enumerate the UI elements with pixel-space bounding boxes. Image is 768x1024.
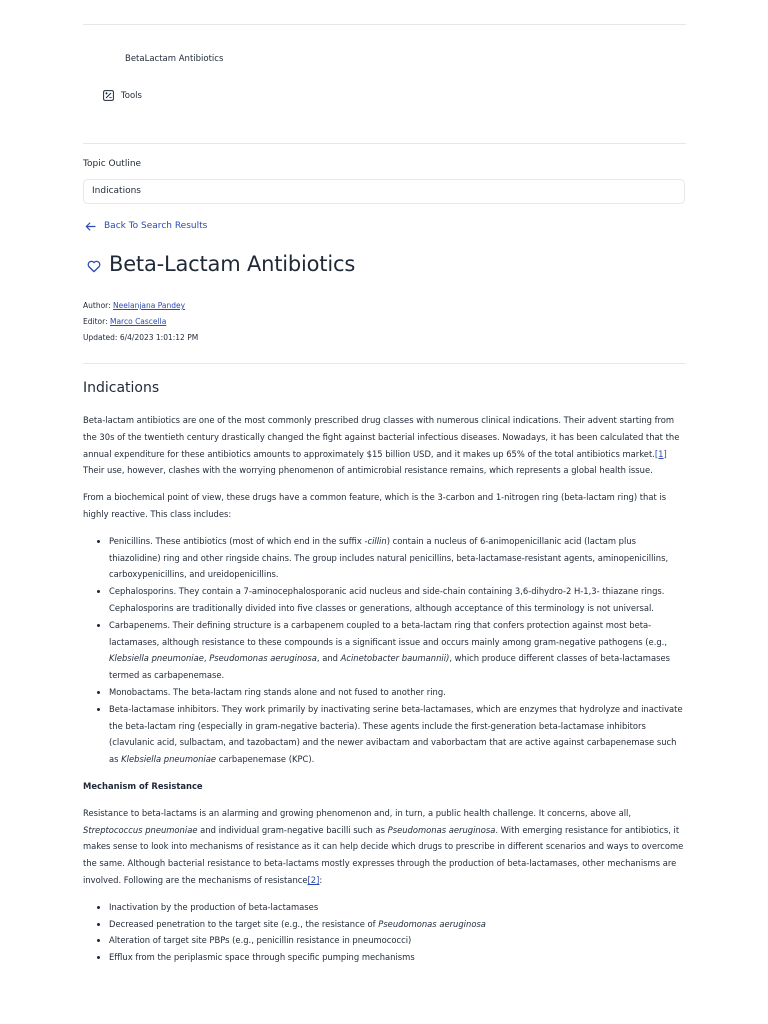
editor-label: Editor: — [83, 317, 108, 326]
class-list — [83, 533, 686, 768]
biochem-paragraph: From a biochemical point of view, these drugs have a common feature, which is the 3-carbon and 1-nitrogen ring (beta-lactam ring) that is highly reactive. This class includes: — [83, 492, 667, 519]
editor-line — [83, 317, 166, 326]
text: . With emerging resistance for antibiotics, it makes sense to look into mechanisms of resistance as it can help decide which drugs to prescribe in different scenarios and ways to overcome the same. Although bacterial resistance to beta-lactams mostly expresses through the production of beta-lactamases, other mechanisms are involved. Following are the mechanisms of resistance — [83, 824, 684, 885]
mechanism-list — [83, 899, 686, 966]
italic-text: Pseudomonas aeruginosa — [209, 653, 317, 664]
list-item-carbapenems — [109, 617, 686, 684]
italic-text: cillin — [367, 535, 387, 546]
mechanism-heading: Mechanism of Resistance — [83, 780, 203, 791]
list-item-mechanism-2 — [109, 916, 686, 933]
author-label: Author: — [83, 301, 111, 310]
updated-date: 6/4/2023 1:01:12 PM — [119, 333, 199, 342]
updated-line — [83, 333, 198, 342]
text: , which produce different classes of beta-lactamases termed as carbapenemase. — [109, 653, 670, 681]
text: Decreased penetration to the target site (e.g., the resistance of — [109, 918, 379, 929]
text: Resistance to beta-lactams is an alarming and growing phenomenon and, in turn, a public health challenge. It concerns, above all, — [83, 807, 632, 818]
editor-link[interactable]: Marco Cascella — [109, 317, 167, 326]
breadcrumb[interactable]: BetaLactam Antibiotics — [125, 54, 224, 64]
italic-text: Pseudomonas aeruginosa — [387, 824, 496, 835]
list-item-mechanism-3: • Alteration of target site PBPs (e.g., penicillin resistance in pneumococci) — [109, 932, 686, 949]
italic-text: Pseudomonas aeruginosa — [378, 918, 486, 929]
tools-icon — [103, 90, 114, 101]
italic-text: Klebsiella pneumoniae — [121, 754, 217, 765]
text: Penicillins. These antibiotics (most of which end in the suffix - — [109, 535, 368, 546]
intro-paragraph — [83, 412, 686, 479]
reference-link-2[interactable]: [2] — [307, 874, 320, 885]
arrow-left-icon — [85, 222, 96, 231]
back-to-search-link[interactable] — [85, 221, 207, 231]
list-item-mechanism-1: • Inactivation by the production of beta-lactamases — [109, 899, 686, 916]
list-item-monobactams: • Monobactams. The beta-lactam ring stands alone and not fused to another ring. — [109, 684, 686, 701]
title-row — [87, 252, 355, 276]
resistance-paragraph — [83, 805, 686, 889]
text: : — [319, 874, 323, 885]
tools-label: Tools — [121, 90, 142, 101]
text: , — [203, 653, 210, 664]
heart-icon[interactable] — [87, 260, 101, 273]
text: Carbapenems. Their defining structure is a carbapenem coupled to a beta-lactam ring that confers protection against most beta-lactamases, although resistance to these compounds is a significant issue and occurs mainly among gram-negative pathogens (e.g., — [109, 619, 668, 647]
list-item-inhibitors — [109, 701, 686, 768]
back-label: Back To Search Results — [104, 221, 208, 231]
italic-text: Acinetobacter baumannii) — [340, 653, 450, 664]
text: , and — [316, 653, 341, 664]
text: carbapenemase (KPC). — [216, 754, 315, 765]
meta-divider — [83, 363, 686, 364]
article-body — [83, 412, 686, 976]
text: Beta-lactamase inhibitors. They work primarily by inactivating serine beta-lactamases, which are enzymes that hydrolyze and inactivate the beta-lactam ring (especially in gram-negative bacteria). These agents include the first-generation beta-lactamase inhibitors (clavulanic acid, sulbactam, and tazobactam) and the newer avibactam and vaborbactam that are active against carbapenemase such as — [109, 703, 683, 765]
intro-text: Beta-lactam antibiotics are one of the most commonly prescribed drug classes with numerous clinical indications. Their advent starting from the 30s of the twentieth century drastically changed the fight against bacterial infectious diseases. Nowadays, it has been calculated that the annual expenditure for these antibiotics amounts to approximately $15 billion USD, and it makes up 65% of the total antibiotics market. — [83, 415, 680, 459]
list-item-mechanism-4: • Efflux from the periplasmic space through specific pumping mechanisms — [109, 949, 686, 966]
text: ) contain a nucleus of 6-animopenicillanic acid (lactam plus thiazolidine) ring and other ringside chains. The group includes natural penicillins, beta-lactamase-resistant agents, aminopenicillins, carboxypenicillins, and ureidopenicillins. — [109, 535, 669, 580]
list-item-cephalosporins: • Cephalosporins. They contain a 7-aminocephalosporanic acid nucleus and side-chain containing 3,6-dihydro-2 H-1,3- thiazane rings. Cephalosporins are traditionally divided into five classes or generations, although acceptance of this terminology is not universal. — [109, 583, 686, 617]
author-line — [83, 301, 185, 310]
topic-outline-label: Topic Outline — [83, 159, 142, 169]
tools-button[interactable] — [103, 90, 142, 101]
section-title: Indications — [83, 380, 160, 396]
page-title: Beta-Lactam Antibiotics — [109, 252, 356, 276]
top-divider — [83, 24, 686, 25]
italic-text: Klebsiella pneumoniae — [109, 653, 204, 664]
topic-outline-select[interactable]: Indications — [83, 179, 685, 204]
outline-divider — [83, 143, 686, 144]
author-link[interactable]: Neelanjana Pandey — [113, 301, 186, 310]
list-item-penicillins — [109, 533, 686, 583]
reference-link-1[interactable]: [1] — [654, 448, 667, 459]
text: and individual gram-negative bacilli such as — [197, 824, 388, 835]
intro-text-cont: Their use, however, clashes with the worrying phenomenon of antimicrobial resistance remains, which represents a global health issue. — [83, 465, 653, 476]
italic-text: Streptococcus pneumoniae — [83, 824, 198, 835]
updated-label: Updated: — [83, 333, 118, 342]
